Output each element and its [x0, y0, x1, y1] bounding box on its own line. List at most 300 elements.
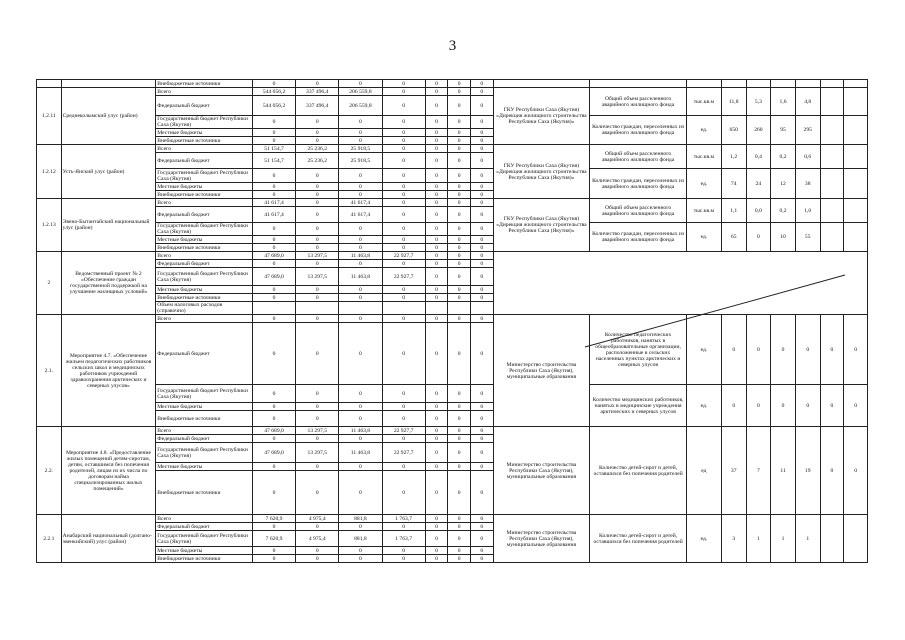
- amount-cell: 0: [470, 268, 493, 286]
- row-name: Среднеколымский улус (район): [61, 88, 156, 145]
- amount-cell: 0: [425, 385, 448, 403]
- amount-cell: 25 918,5: [339, 153, 382, 169]
- funding-source: Всего: [156, 199, 253, 207]
- amount-cell: [448, 302, 471, 315]
- amount-cell: 0: [470, 153, 493, 169]
- funding-source: Федеральный бюджет: [156, 523, 253, 531]
- amount-cell: 0: [382, 411, 425, 427]
- indicator-value: 260: [746, 116, 771, 145]
- indicator-value: 295: [795, 116, 820, 145]
- indicator-name: Общий объем расселенного аварийного жилищного фонда: [590, 145, 687, 169]
- amount-cell: 0: [296, 403, 339, 411]
- amount-cell: 0: [339, 169, 382, 183]
- amount-cell: 0: [448, 403, 471, 411]
- funding-source: Местные бюджеты: [156, 236, 253, 244]
- amount-cell: 0: [382, 88, 425, 96]
- funding-source: Местные бюджеты: [156, 286, 253, 294]
- indicator-value: 0,0: [746, 199, 771, 223]
- page-number: 3: [448, 38, 457, 54]
- amount-cell: 0: [470, 471, 493, 515]
- amount-cell: 0: [448, 443, 471, 463]
- table-row: [37, 515, 868, 523]
- row-name: Усть-Янский улус (район): [61, 145, 156, 199]
- indicator-value: 4,8: [795, 88, 820, 116]
- amount-cell: 0: [296, 323, 339, 385]
- table-row: [37, 427, 868, 435]
- amount-cell: 0: [470, 169, 493, 183]
- indicator-name: [590, 80, 687, 88]
- amount-cell: 0: [252, 116, 295, 129]
- amount-cell: 0: [425, 463, 448, 471]
- amount-cell: 0: [382, 236, 425, 244]
- amount-cell: 41 617,4: [252, 207, 295, 223]
- indicator-value: [795, 80, 820, 88]
- amount-cell: 0: [382, 294, 425, 302]
- amount-cell: 0: [382, 169, 425, 183]
- indicator-name: Количество граждан, переселенных из аварийного жилищного фонда: [590, 116, 687, 145]
- amount-cell: 0: [448, 435, 471, 443]
- amount-cell: 0: [448, 315, 471, 323]
- funding-source: Всего: [156, 315, 253, 323]
- indicator-value: 0: [844, 427, 868, 515]
- amount-cell: 0: [296, 260, 339, 268]
- amount-cell: 0: [339, 323, 382, 385]
- indicator-value: [844, 199, 868, 223]
- indicator-value: 0,2: [771, 145, 796, 169]
- funding-source: Всего: [156, 427, 253, 435]
- amount-cell: 0: [470, 80, 493, 88]
- funding-source: Государственный бюджет Республики Саха (Якутия): [156, 223, 253, 236]
- amount-cell: 0: [470, 531, 493, 547]
- indicator-value: 0,2: [771, 199, 796, 223]
- indicator-value: [820, 223, 844, 252]
- amount-cell: 544 056,2: [252, 88, 295, 96]
- amount-cell: 0: [425, 515, 448, 523]
- amount-cell: 7 620,9: [252, 531, 295, 547]
- amount-cell: 25 236,2: [296, 145, 339, 153]
- funding-source: Федеральный бюджет: [156, 260, 253, 268]
- executor-cell: Министерство строительства Республики Саха (Якутия), муниципальные образования: [493, 427, 590, 515]
- amount-cell: 0: [296, 129, 339, 137]
- funding-source: Местные бюджеты: [156, 547, 253, 555]
- indicator-value: [721, 80, 746, 88]
- row-code: 2.2.1: [37, 515, 62, 563]
- table-row: [37, 199, 868, 207]
- amount-cell: 0: [425, 191, 448, 199]
- amount-cell: 0: [425, 80, 448, 88]
- amount-cell: 0: [448, 169, 471, 183]
- indicator-value: 24: [746, 169, 771, 199]
- amount-cell: 13 297,5: [296, 252, 339, 260]
- amount-cell: 0: [470, 435, 493, 443]
- amount-cell: 0: [296, 116, 339, 129]
- amount-cell: 0: [252, 169, 295, 183]
- executor-cell: Министерство строительства Республики Саха (Якутия), муниципальные образования: [493, 315, 590, 427]
- amount-cell: 0: [382, 191, 425, 199]
- indicator-value: [844, 116, 868, 145]
- amount-cell: 0: [296, 315, 339, 323]
- amount-cell: 0: [252, 435, 295, 443]
- amount-cell: 0: [296, 199, 339, 207]
- amount-cell: 0: [296, 385, 339, 403]
- funding-source: Внебюджетные источники: [156, 411, 253, 427]
- amount-cell: 0: [448, 252, 471, 260]
- indicator-unit: тыс.кв.м: [686, 199, 721, 223]
- amount-cell: 11 463,8: [339, 252, 382, 260]
- amount-cell: 0: [382, 471, 425, 515]
- indicator-unit: ед.: [686, 315, 721, 385]
- amount-cell: 0: [339, 129, 382, 137]
- funding-source: Внебюджетные источники: [156, 555, 253, 563]
- indicator-value: 38: [795, 169, 820, 199]
- indicator-value: 19: [795, 427, 820, 515]
- indicator-name: Общий объем расселенного аварийного жилищного фонда: [590, 199, 687, 223]
- funding-source: Государственный бюджет Республики Саха (Якутия): [156, 531, 253, 547]
- table-row: [37, 385, 868, 403]
- amount-cell: 0: [382, 183, 425, 191]
- amount-cell: 0: [448, 411, 471, 427]
- amount-cell: 0: [296, 547, 339, 555]
- indicator-value: [820, 169, 844, 199]
- row-name: Анабарский национальный (долгано-эвенкийский) улус (район): [61, 515, 156, 563]
- amount-cell: 0: [448, 191, 471, 199]
- amount-cell: 0: [448, 463, 471, 471]
- executor-cell: ГКУ Республики Саха (Якутия) «Дирекция жилищного строительства Республики Саха (Якутия)»: [493, 145, 590, 199]
- amount-cell: 0: [382, 286, 425, 294]
- row-code: 2: [37, 252, 62, 315]
- indicator-name: Количество педагогических работников, нанятых в общеобразовательные организации, расположенные в сельских населенных пунктах арктических и северных улусов: [590, 315, 687, 385]
- amount-cell: 0: [425, 286, 448, 294]
- amount-cell: 0: [470, 191, 493, 199]
- indicator-value: 37: [721, 427, 746, 515]
- amount-cell: 0: [448, 323, 471, 385]
- amount-cell: 41 617,4: [339, 207, 382, 223]
- amount-cell: 0: [339, 294, 382, 302]
- executor-cell: ГКУ Республики Саха (Якутия) «Дирекция жилищного строительства Республики Саха (Якутия)»: [493, 88, 590, 145]
- indicator-value: 0: [746, 385, 771, 427]
- indicator-value: 11,8: [721, 88, 746, 116]
- row-code: 1.2.13: [37, 199, 62, 252]
- indicator-value: 1: [771, 515, 796, 563]
- funding-source: Всего: [156, 252, 253, 260]
- amount-cell: 0: [339, 183, 382, 191]
- amount-cell: 0: [252, 236, 295, 244]
- amount-cell: 1 763,7: [382, 515, 425, 523]
- amount-cell: 0: [382, 385, 425, 403]
- amount-cell: 22 927,7: [382, 268, 425, 286]
- amount-cell: 0: [470, 411, 493, 427]
- amount-cell: 0: [382, 547, 425, 555]
- amount-cell: 0: [339, 547, 382, 555]
- amount-cell: 47 689,0: [252, 443, 295, 463]
- indicator-value: [820, 145, 844, 169]
- amount-cell: 0: [448, 145, 471, 153]
- amount-cell: 0: [296, 555, 339, 563]
- amount-cell: 0: [252, 547, 295, 555]
- amount-cell: 0: [470, 145, 493, 153]
- indicator-value: 0: [795, 385, 820, 427]
- amount-cell: 0: [425, 411, 448, 427]
- amount-cell: 0: [425, 531, 448, 547]
- amount-cell: 0: [470, 286, 493, 294]
- indicator-unit: ед.: [686, 169, 721, 199]
- amount-cell: 0: [470, 385, 493, 403]
- amount-cell: 0: [470, 252, 493, 260]
- amount-cell: [252, 302, 295, 315]
- amount-cell: 0: [425, 137, 448, 145]
- table-row: [37, 88, 868, 96]
- indicator-value: 1: [746, 515, 771, 563]
- amount-cell: 0: [382, 435, 425, 443]
- amount-cell: 0: [252, 315, 295, 323]
- amount-cell: 0: [448, 531, 471, 547]
- amount-cell: 0: [448, 80, 471, 88]
- amount-cell: 0: [425, 116, 448, 129]
- amount-cell: 881,8: [339, 531, 382, 547]
- indicator-value: 0: [844, 385, 868, 427]
- amount-cell: 0: [252, 286, 295, 294]
- amount-cell: 25 918,5: [339, 145, 382, 153]
- indicator-unit: ед.: [686, 223, 721, 252]
- indicator-value: 5,3: [746, 88, 771, 116]
- amount-cell: 0: [448, 294, 471, 302]
- amount-cell: 0: [252, 191, 295, 199]
- indicator-value: 0: [746, 315, 771, 385]
- indicator-name: Общий объем расселенного аварийного жилищного фонда: [590, 88, 687, 116]
- amount-cell: 0: [252, 129, 295, 137]
- amount-cell: 0: [252, 555, 295, 563]
- indicator-value: 0: [721, 315, 746, 385]
- indicator-value: 650: [721, 116, 746, 145]
- amount-cell: 7 620,9: [252, 515, 295, 523]
- indicator-unit: тыс.кв.м: [686, 145, 721, 169]
- amount-cell: 0: [470, 244, 493, 252]
- indicator-name: Количество детей-сирот и детей, оставшихся без попечения родителей: [590, 427, 687, 515]
- amount-cell: 0: [339, 463, 382, 471]
- funding-source: Внебюджетные источники: [156, 471, 253, 515]
- amount-cell: 13 297,5: [296, 443, 339, 463]
- amount-cell: 0: [339, 471, 382, 515]
- amount-cell: 0: [296, 471, 339, 515]
- amount-cell: 0: [296, 286, 339, 294]
- indicator-value: [820, 80, 844, 88]
- amount-cell: 0: [382, 153, 425, 169]
- amount-cell: 0: [425, 223, 448, 236]
- amount-cell: 0: [425, 88, 448, 96]
- table-row: [37, 80, 868, 88]
- indicator-value: 1,2: [721, 145, 746, 169]
- funding-source: Внебюджетные источники: [156, 244, 253, 252]
- funding-source: Внебюджетные источники: [156, 294, 253, 302]
- amount-cell: 0: [448, 286, 471, 294]
- amount-cell: 0: [448, 471, 471, 515]
- amount-cell: 337 496,4: [296, 88, 339, 96]
- amount-cell: 0: [425, 153, 448, 169]
- amount-cell: 47 689,0: [252, 427, 295, 435]
- indicator-value: [820, 116, 844, 145]
- indicator-value: 0: [820, 315, 844, 385]
- indicator-unit: [686, 80, 721, 88]
- amount-cell: 0: [448, 88, 471, 96]
- amount-cell: 0: [252, 463, 295, 471]
- amount-cell: 0: [252, 137, 295, 145]
- funding-source: Внебюджетные источники: [156, 80, 253, 88]
- indicator-value: 1,1: [721, 199, 746, 223]
- amount-cell: 11 463,8: [339, 443, 382, 463]
- funding-source: Государственный бюджет Республики Саха (Якутия): [156, 443, 253, 463]
- amount-cell: 0: [425, 323, 448, 385]
- amount-cell: 0: [425, 260, 448, 268]
- amount-cell: 0: [470, 315, 493, 323]
- executor-cell: ГКУ Республики Саха (Якутия) «Дирекция жилищного строительства Республики Саха (Якутия)»: [493, 199, 590, 252]
- amount-cell: 0: [470, 88, 493, 96]
- amount-cell: [382, 302, 425, 315]
- amount-cell: 0: [339, 411, 382, 427]
- amount-cell: 0: [448, 260, 471, 268]
- indicator-value: [844, 145, 868, 169]
- indicator-value: 55: [795, 223, 820, 252]
- indicator-name: Количество медицинских работников, нанятых в медицинские учреждения арктических и северных улусов: [590, 385, 687, 427]
- indicator-value: [844, 169, 868, 199]
- amount-cell: 0: [382, 244, 425, 252]
- amount-cell: 0: [425, 555, 448, 563]
- amount-cell: 0: [252, 523, 295, 531]
- amount-cell: 0: [382, 199, 425, 207]
- amount-cell: 0: [425, 236, 448, 244]
- amount-cell: 0: [470, 547, 493, 555]
- amount-cell: 0: [470, 260, 493, 268]
- amount-cell: 0: [425, 427, 448, 435]
- indicator-value: 1,0: [795, 199, 820, 223]
- amount-cell: 0: [339, 116, 382, 129]
- amount-cell: 51 154,7: [252, 153, 295, 169]
- indicator-value: 0: [771, 385, 796, 427]
- amount-cell: 0: [339, 555, 382, 563]
- amount-cell: 0: [296, 294, 339, 302]
- amount-cell: 0: [296, 191, 339, 199]
- indicator-value: 0: [795, 315, 820, 385]
- amount-cell: 11 463,8: [339, 427, 382, 435]
- amount-cell: 0: [425, 443, 448, 463]
- amount-cell: 0: [425, 199, 448, 207]
- amount-cell: 0: [448, 236, 471, 244]
- table-row: [37, 145, 868, 153]
- amount-cell: 0: [252, 294, 295, 302]
- amount-cell: 0: [382, 80, 425, 88]
- indicator-value: 0: [820, 427, 844, 515]
- amount-cell: 0: [382, 129, 425, 137]
- amount-cell: 0: [339, 236, 382, 244]
- amount-cell: 1 763,7: [382, 531, 425, 547]
- funding-source: Федеральный бюджет: [156, 323, 253, 385]
- amount-cell: 0: [425, 252, 448, 260]
- amount-cell: 0: [470, 207, 493, 223]
- amount-cell: 0: [339, 403, 382, 411]
- amount-cell: 0: [382, 463, 425, 471]
- amount-cell: 0: [382, 223, 425, 236]
- amount-cell: [296, 302, 339, 315]
- amount-cell: 0: [448, 427, 471, 435]
- amount-cell: 0: [382, 315, 425, 323]
- amount-cell: 337 496,4: [296, 96, 339, 116]
- indicator-unit: ед.: [686, 385, 721, 427]
- amount-cell: 0: [252, 471, 295, 515]
- amount-cell: 0: [425, 523, 448, 531]
- funding-source: Государственный бюджет Республики Саха (Якутия): [156, 385, 253, 403]
- indicator-value: 1,6: [771, 88, 796, 116]
- indicator-value: 11: [771, 427, 796, 515]
- amount-cell: [470, 302, 493, 315]
- indicator-value: 1: [795, 515, 820, 563]
- amount-cell: 0: [470, 96, 493, 116]
- table-row: [37, 116, 868, 129]
- funding-source: Федеральный бюджет: [156, 153, 253, 169]
- amount-cell: 0: [425, 403, 448, 411]
- amount-cell: 0: [470, 443, 493, 463]
- amount-cell: 0: [339, 137, 382, 145]
- amount-cell: 0: [448, 207, 471, 223]
- amount-cell: 206 559,8: [339, 88, 382, 96]
- amount-cell: 0: [339, 80, 382, 88]
- indicator-value: 10: [771, 223, 796, 252]
- amount-cell: 0: [448, 153, 471, 169]
- row-code: 1.2.12: [37, 145, 62, 199]
- indicator-name: Количество детей-сирот и детей, оставшихся без попечения родителей: [590, 515, 687, 563]
- amount-cell: 0: [339, 315, 382, 323]
- indicator-value: 0: [820, 385, 844, 427]
- amount-cell: 0: [382, 207, 425, 223]
- indicator-value: 0: [746, 223, 771, 252]
- amount-cell: 0: [470, 427, 493, 435]
- amount-cell: 0: [425, 294, 448, 302]
- amount-cell: 0: [296, 523, 339, 531]
- amount-cell: 0: [470, 223, 493, 236]
- amount-cell: 0: [252, 260, 295, 268]
- amount-cell: 0: [470, 116, 493, 129]
- amount-cell: 0: [448, 96, 471, 116]
- amount-cell: 22 927,7: [382, 427, 425, 435]
- amount-cell: 4 975,4: [296, 515, 339, 523]
- amount-cell: 0: [252, 385, 295, 403]
- amount-cell: 0: [448, 523, 471, 531]
- funding-source: Местные бюджеты: [156, 463, 253, 471]
- amount-cell: 0: [470, 463, 493, 471]
- amount-cell: 47 689,0: [252, 268, 295, 286]
- amount-cell: 0: [296, 207, 339, 223]
- indicator-value: [771, 80, 796, 88]
- indicator-value: 0,4: [746, 145, 771, 169]
- amount-cell: 0: [252, 244, 295, 252]
- amount-cell: 0: [339, 223, 382, 236]
- amount-cell: 0: [382, 403, 425, 411]
- amount-cell: 11 463,8: [339, 268, 382, 286]
- amount-cell: 0: [470, 555, 493, 563]
- amount-cell: 0: [448, 555, 471, 563]
- funding-source: Государственный бюджет Республики Саха (Якутия): [156, 268, 253, 286]
- amount-cell: 0: [448, 547, 471, 555]
- indicator-value: [746, 80, 771, 88]
- row-name: Мероприятие 4.7. «Обеспечение жильем педагогических работников сельских школ и медицинских работников учреждений здравоохранения арктических и северных улусов»: [61, 315, 156, 427]
- amount-cell: 0: [382, 96, 425, 116]
- amount-cell: 0: [382, 145, 425, 153]
- amount-cell: 881,8: [339, 515, 382, 523]
- amount-cell: 0: [296, 244, 339, 252]
- amount-cell: 0: [448, 129, 471, 137]
- amount-cell: 22 927,7: [382, 443, 425, 463]
- indicator-value: 12: [771, 169, 796, 199]
- indicator-value: [844, 223, 868, 252]
- amount-cell: 0: [296, 223, 339, 236]
